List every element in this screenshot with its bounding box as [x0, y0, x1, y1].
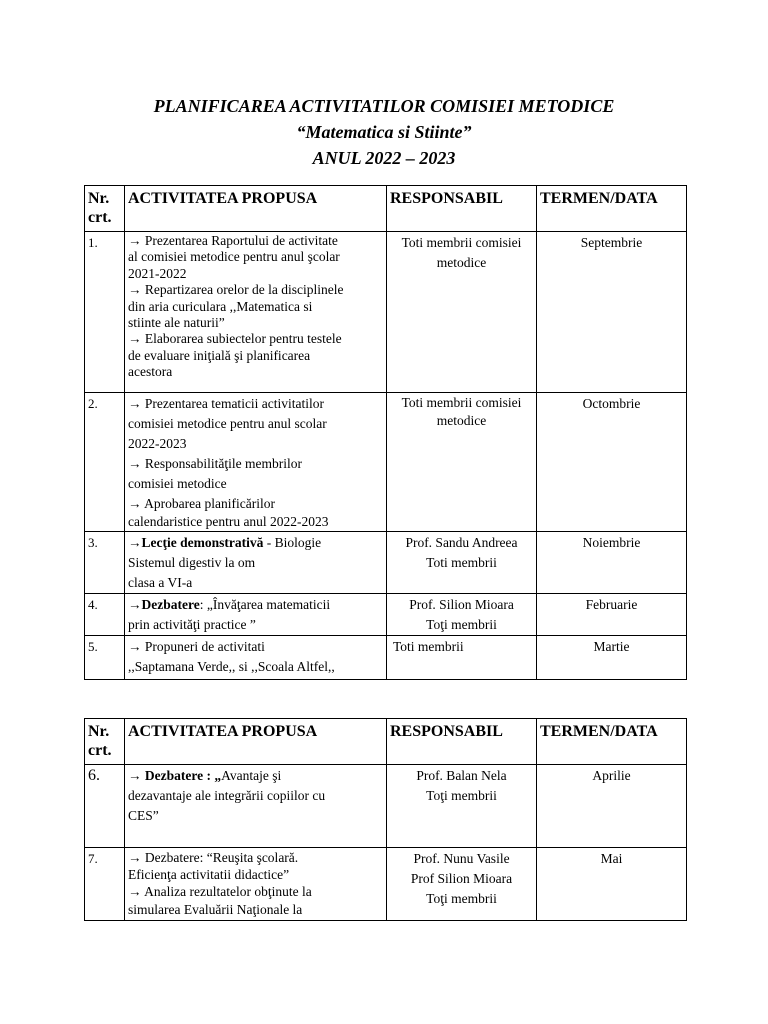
row-deadline: Septembrie	[537, 232, 687, 393]
header-deadline: TERMEN/DATA	[537, 186, 687, 232]
row-responsible: Prof. Nunu Vasile Prof Silion Mioara Toţi membrii	[387, 848, 537, 921]
row-activity: →Dezbatere: „Învăţarea matematicii prin activităţi practice ”	[125, 594, 387, 636]
row-responsible: Prof. Balan Nela Toţi membrii	[387, 765, 537, 848]
header-nr: Nr. crt.	[85, 186, 125, 232]
title-line-1: PLANIFICAREA ACTIVITATILOR COMISIEI METODICE	[153, 96, 615, 116]
activities-table-2	[84, 718, 687, 921]
row-number: 2.	[85, 393, 125, 532]
row-deadline: Martie	[537, 636, 687, 680]
table-header-row	[85, 719, 687, 765]
row-number: 5.	[85, 636, 125, 680]
table-row	[85, 765, 687, 848]
row-number: 7.	[85, 848, 125, 921]
row-responsible: Toti membrii comisiei metodice	[387, 232, 537, 393]
table-row	[85, 532, 687, 594]
table-row	[85, 594, 687, 636]
header-activity: ACTIVITATEA PROPUSA	[125, 719, 387, 765]
title-line-2: “Matematica si Stiinte”	[296, 122, 472, 142]
row-deadline: Februarie	[537, 594, 687, 636]
header-nr: Nr. crt.	[85, 719, 125, 765]
table-row	[85, 232, 687, 393]
row-responsible: Toti membrii	[387, 636, 537, 680]
table-row	[85, 393, 687, 532]
row-deadline: Aprilie	[537, 765, 687, 848]
row-deadline: Mai	[537, 848, 687, 921]
title-line-3: ANUL 2022 – 2023	[312, 148, 456, 168]
row-number: 6.	[85, 765, 125, 848]
header-activity: ACTIVITATEA PROPUSA	[125, 186, 387, 232]
row-activity: → Prezentarea tematicii activitatilor comisiei metodice pentru anul scolar 2022-2023 → Responsabilităţile membrilor comisiei metodice → Aprobarea planificărilor calendaristice pentru anul 2022-2023	[125, 393, 387, 532]
row-number: 1.	[85, 232, 125, 393]
row-activity: → Dezbatere: “Reuşita şcolară. Eficienţa activitatii didactice” → Analiza rezultatelor obţinute la simularea Evaluării Naţionale la	[125, 848, 387, 921]
header-deadline: TERMEN/DATA	[537, 719, 687, 765]
table-row	[85, 848, 687, 921]
table-row	[85, 636, 687, 680]
row-number: 4.	[85, 594, 125, 636]
table-header-row	[85, 186, 687, 232]
header-responsible: RESPONSABIL	[387, 186, 537, 232]
row-responsible: Toti membrii comisiei metodice	[387, 393, 537, 532]
row-deadline: Octombrie	[537, 393, 687, 532]
row-number: 3.	[85, 532, 125, 594]
row-activity: → Propuneri de activitati ,,Saptamana Verde,, si ,,Scoala Altfel,,	[125, 636, 387, 680]
row-responsible: Prof. Sandu Andreea Toti membrii	[387, 532, 537, 594]
activities-table-1	[84, 185, 687, 680]
header-responsible: RESPONSABIL	[387, 719, 537, 765]
row-activity: →Lecţie demonstrativă - Biologie Sistemul digestiv la om clasa a VI-a	[125, 532, 387, 594]
document-title	[0, 93, 768, 171]
row-activity: → Dezbatere : „Avantaje şi dezavantaje ale integrării copiilor cu CES”	[125, 765, 387, 848]
row-deadline: Noiembrie	[537, 532, 687, 594]
row-responsible: Prof. Silion Mioara Toţi membrii	[387, 594, 537, 636]
row-activity: → Prezentarea Raportului de activitate al comisiei metodice pentru anul şcolar 2021-2022 → Repartizarea orelor de la disciplinele din aria curiculara ,,Matematica si stiinte ale naturii” → Elaborarea subiectelor pentru testele de evaluare iniţială şi planificarea acestora	[125, 232, 387, 393]
